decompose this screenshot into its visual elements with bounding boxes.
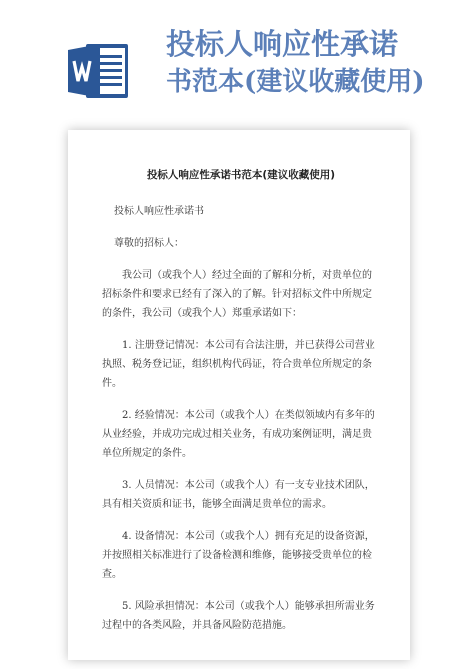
document-intro: 我公司（或我个人）经过全面的了解和分析，对贵单位的招标条件和要求已经有了深入的了解。针对招标文件中所规定的条件，我公司（或我个人）郑重承诺如下： xyxy=(102,270,372,319)
word-document-icon xyxy=(66,40,132,102)
commitment-item: 3. 人员情况：本公司（或我个人）有一支专业技术团队，具有相关资质和证书，能够全面满足贵单位的需求。 xyxy=(102,480,375,510)
commitment-item: 5. 风险承担情况：本公司（或我个人）能够承担所需业务过程中的各类风险，并具备风险防范措施。 xyxy=(102,601,375,631)
banner-title-line2: 书范本(建议收藏使用) xyxy=(166,67,425,97)
banner-title-line1: 投标人响应性承诺 xyxy=(166,27,399,61)
document-title: 投标人响应性承诺书范本(建议收藏使用) xyxy=(146,169,336,181)
commitment-item: 2. 经验情况：本公司（或我个人）在类似领域内有多年的从业经验，并成功完成过相关业务，有成功案例证明，满足贵单位所规定的条件。 xyxy=(102,410,375,459)
commitment-item: 1. 注册登记情况：本公司有合法注册，并已获得公司营业执照、税务登记证，组织机构代码证，符合贵单位所规定的条件。 xyxy=(102,340,375,389)
document-salutation: 尊敬的招标人： xyxy=(114,238,184,249)
document-page xyxy=(68,130,410,660)
document-heading: 投标人响应性承诺书 xyxy=(114,206,204,217)
document-body xyxy=(102,166,380,648)
commitment-item: 4. 设备情况：本公司（或我个人）拥有充足的设备资源，并按照相关标准进行了设备检测和维修，能够接受贵单位的检查。 xyxy=(102,531,375,580)
